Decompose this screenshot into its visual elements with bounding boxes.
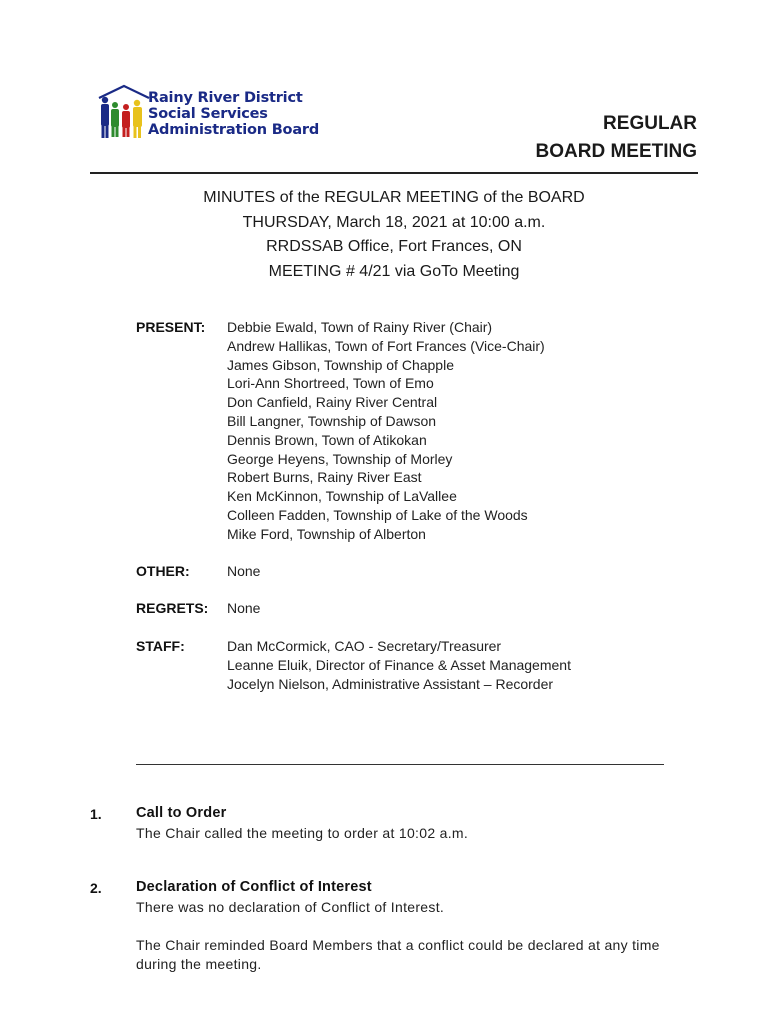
org-name — [148, 90, 319, 138]
attendee: Lori-Ann Shortreed, Town of Emo — [227, 375, 434, 392]
meeting-date: THURSDAY, March 18, 2021 at 10:00 a.m. — [242, 213, 546, 231]
other-value: None — [227, 563, 261, 579]
staff-label: STAFF: — [136, 638, 185, 654]
regrets-label: REGRETS: — [136, 600, 209, 616]
attendee: Dennis Brown, Town of Atikokan — [227, 431, 427, 448]
present-list — [227, 318, 545, 544]
header-divider — [90, 172, 698, 174]
attendee: Debbie Ewald, Town of Rainy River (Chair) — [227, 319, 493, 335]
present-label: PRESENT: — [136, 319, 206, 335]
attendee: Don Canfield, Rainy River Central — [227, 394, 438, 411]
minutes-header — [90, 186, 698, 284]
staff-member: Leanne Eluik, Director of Finance & Asset Management — [227, 656, 571, 673]
item-number: 1. — [90, 806, 102, 822]
staff-member: Jocelyn Nielson, Administrative Assistant – Recorder — [227, 675, 554, 692]
item-paragraph: The Chair called the meeting to order at 10:02 a.m. — [136, 825, 469, 841]
staff-member: Dan McCormick, CAO - Secretary/Treasurer — [227, 638, 502, 654]
item-paragraph: The Chair reminded Board Members that a conflict could be declared at any time during the meeting. — [136, 937, 660, 972]
minutes-title: MINUTES of the REGULAR MEETING of the BOARD — [203, 189, 585, 206]
attendee: James Gibson, Township of Chapple — [227, 356, 454, 373]
meeting-location: RRDSSAB Office, Fort Frances, ON — [266, 238, 522, 255]
staff-list — [227, 637, 571, 693]
attendee: Mike Ford, Township of Alberton — [227, 525, 426, 542]
attendee: Colleen Fadden, Township of Lake of the Woods — [227, 506, 528, 523]
org-name-line: Administration Board — [148, 122, 320, 138]
item-title: Call to Order — [136, 805, 227, 821]
attendee: Robert Burns, Rainy River East — [227, 469, 422, 486]
other-label: OTHER: — [136, 563, 190, 579]
document-type — [536, 110, 698, 166]
item-number: 2. — [90, 880, 102, 896]
attendee: Andrew Hallikas, Town of Fort Frances (Vice-Chair) — [227, 337, 545, 354]
org-name-line: Social Services — [148, 106, 268, 122]
item-title: Declaration of Conflict of Interest — [136, 879, 372, 895]
section-divider — [136, 764, 664, 765]
org-name-line: Rainy River District — [148, 90, 303, 106]
document-type-line: REGULAR — [603, 113, 697, 134]
regrets-value: None — [227, 600, 261, 616]
attendee: Bill Langner, Township of Dawson — [227, 412, 437, 429]
meeting-number: MEETING # 4/21 via GoTo Meeting — [268, 262, 520, 280]
item-paragraph: There was no declaration of Conflict of Interest. — [136, 899, 445, 915]
attendee: Ken McKinnon, Township of LaVallee — [227, 488, 457, 505]
attendee: George Heyens, Township of Morley — [227, 450, 453, 467]
document-type-line: BOARD MEETING — [535, 141, 697, 162]
